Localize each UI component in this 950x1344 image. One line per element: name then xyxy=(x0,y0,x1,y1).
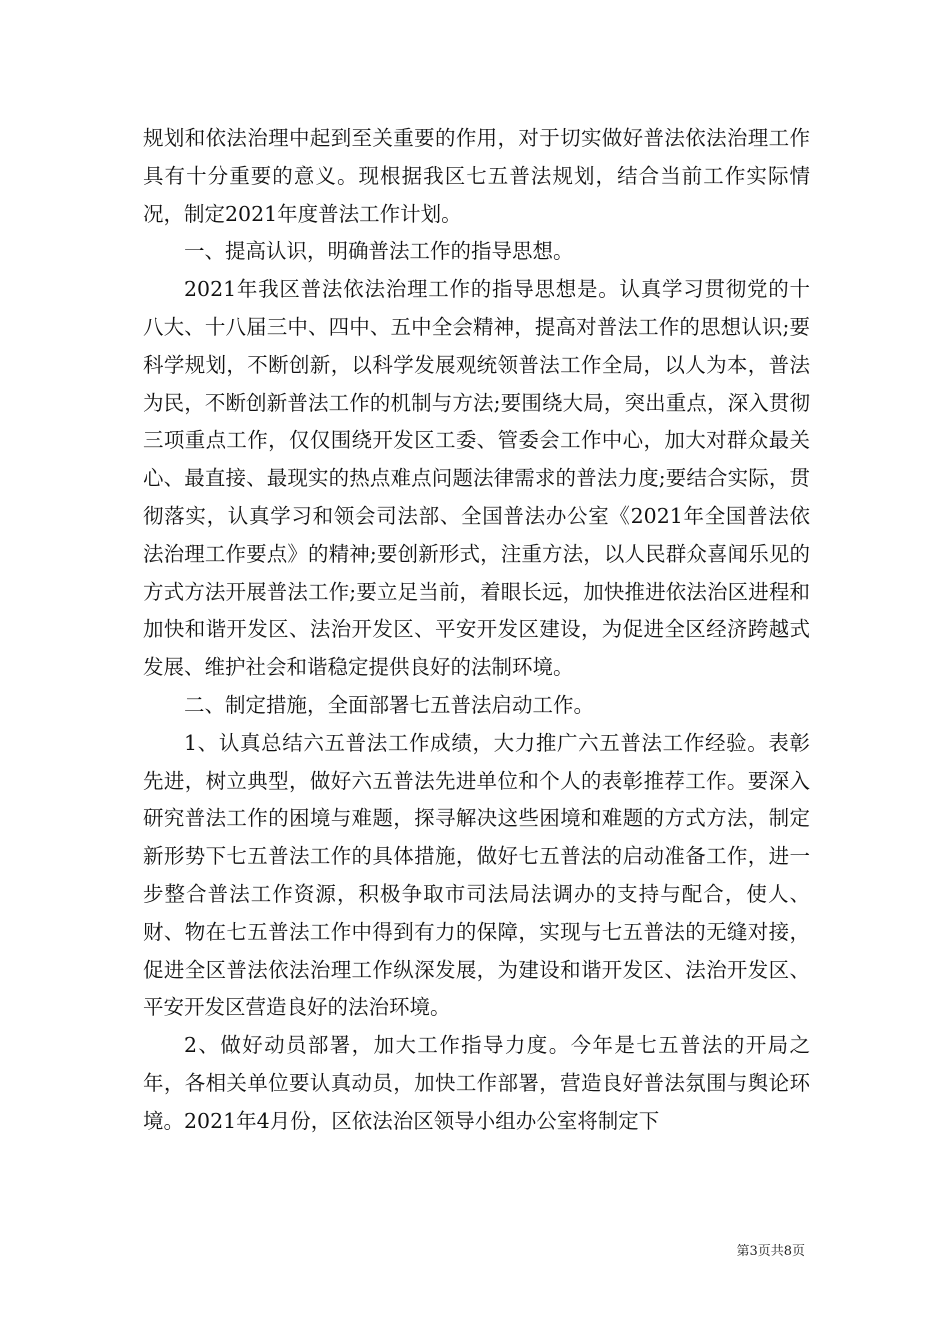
section-heading-2: 二、制定措施，全面部署七五普法启动工作。 xyxy=(184,692,594,717)
paragraph-intro-continued: 规划和依法治理中起到至关重要的作用，对于切实做好普法依法治理工作具有十分重要的意义。现根据我区七五普法规划，结合当前工作实际情况，制定2021年度普法工作计划。 xyxy=(143,126,810,226)
paragraph-item-2: 2、做好动员部署，加大工作指导力度。今年是七五普法的开局之年，各相关单位要认真动员，加快工作部署，营造良好普法氛围与舆论环境。2021年4月份，区依法治区领导小组办公室将制定下 xyxy=(143,1033,810,1133)
page-number-footer: 第3页共8页 xyxy=(736,1244,805,1259)
paragraph-item-1: 1、认真总结六五普法工作成绩，大力推广六五普法工作经验。表彰先进，树立典型，做好六五普法先进单位和个人的表彰推荐工作。要深入研究普法工作的困境与难题，探寻解决这些困境和难题的方式方法，制定新形势下七五普法工作的具体措施，做好七五普法的启动准备工作，进一步整合普法工作资源，积极争取市司法局法调办的支持与配合，使人、财、物在七五普法工作中得到有力的保障，实现与七五普法的无缝对接，促进全区普法依法治理工作纵深发展，为建设和谐开发区、法治开发区、平安开发区营造良好的法治环境。 xyxy=(143,730,810,1020)
document-body xyxy=(143,120,810,1141)
paragraph-guiding-ideology: 2021年我区普法依法治理工作的指导思想是。认真学习贯彻党的十八大、十八届三中、四中、五中全会精神，提高对普法工作的思想认识;要科学规划，不断创新，以科学发展观统领普法工作全局，以人为本，普法为民，不断创新普法工作的机制与方法;要围绕大局，突出重点，深入贯彻三项重点工作，仅仅围绕开发区工委、管委会工作中心，加大对群众最关心、最直接、最现实的热点难点问题法律需求的普法力度;要结合实际，贯彻落实，认真学习和领会司法部、全国普法办公室《2021年全国普法依法治理工作要点》的精神;要创新形式，注重方法，以人民群众喜闻乐见的方式方法开展普法工作;要立足当前，着眼长远，加快推进依法治区进程和加快和谐开发区、法治开发区、平安开发区建设，为促进全区经济跨越式发展、维护社会和谐稳定提供良好的法制环境。 xyxy=(143,277,810,680)
section-heading-1: 一、提高认识，明确普法工作的指导思想。 xyxy=(184,239,574,264)
